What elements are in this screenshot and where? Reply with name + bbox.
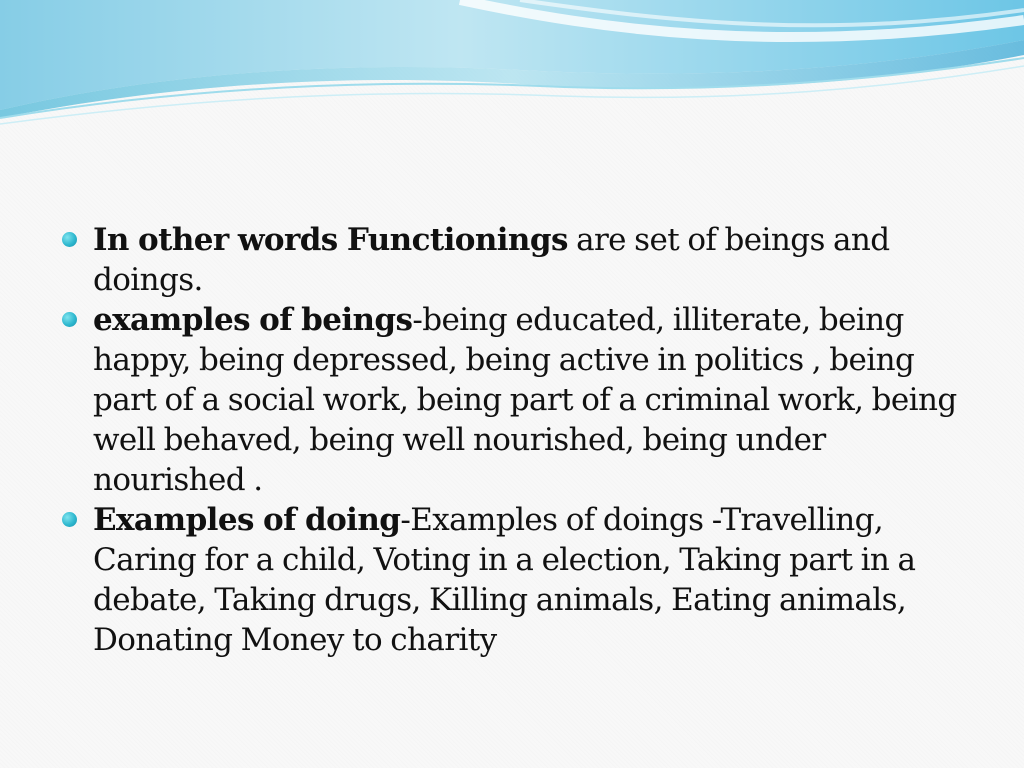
- bullet-text: are set of beings and doings.: [93, 222, 890, 298]
- bullet-examples-of-doing: [60, 500, 980, 660]
- bullet-bold-text: examples of beings: [93, 302, 413, 338]
- bullet-bold-text: Examples of doing: [93, 502, 401, 538]
- bullet-functionings: [60, 220, 980, 300]
- slide-content: [60, 220, 980, 660]
- bullet-icon: [62, 512, 77, 527]
- wave-header-decoration: [0, 0, 1024, 130]
- bullet-bold-text: In other words Functionings: [93, 222, 568, 258]
- bullet-icon: [62, 232, 77, 247]
- bullet-icon: [62, 312, 77, 327]
- bullet-text: -being educated, illiterate, being happy, being depressed, being active in politics , being part of a social work, being part of a criminal work, being well behaved, being well nourished, being under nourished .: [93, 302, 957, 498]
- bullet-list: [60, 220, 980, 660]
- bullet-examples-of-beings: [60, 300, 980, 500]
- bullet-text: -Examples of doings -Travelling, Caring for a child, Voting in a election, Taking part in a debate, Taking drugs, Killing animals, Eating animals, Donating Money to charity: [93, 502, 916, 658]
